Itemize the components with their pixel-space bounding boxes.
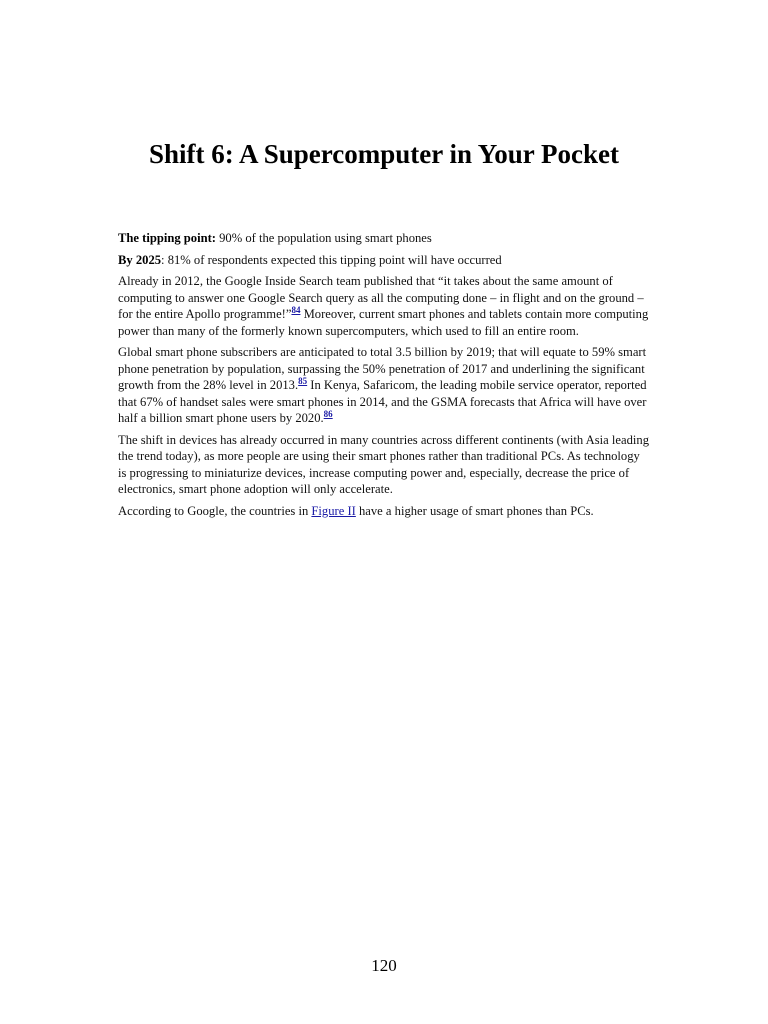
- paragraph-subscribers-text-a: Global smart phone subscribers are anticipated to total 3.5 billion by 2019; that will equate to 59% smart phone penetration by population, surpassing the 50% penetration of 2017 and underlining the significant growth from the 28% level in 2013.: [118, 345, 647, 392]
- body-text: [118, 230, 650, 524]
- by-2025-line: [118, 252, 650, 269]
- tipping-point-text: 90% of the population using smart phones: [215, 231, 432, 245]
- by-2025-text: : 81% of respondents expected this tipping point will have occurred: [161, 252, 502, 267]
- paragraph-shift-devices: The shift in devices has already occurred in many countries across different continents (with Asia leading the trend today), as more people are using their smart phones rather than traditional PCs. As technology is progressing to miniaturize devices, increase computing power and, especially, decrease the price of electronics, smart phone adoption will only accelerate.: [118, 432, 649, 496]
- by-2025-label: By 2025: [118, 252, 162, 267]
- paragraph-apollo: [118, 273, 650, 339]
- page-title: Shift 6: A Supercomputer in Your Pocket: [148, 139, 620, 169]
- footnote-link-85[interactable]: 85: [298, 376, 308, 386]
- paragraph-apollo-text-a: Already in 2012, the Google Inside Search team published that “it takes about the same amount of computing to answer one Google Search query as all the computing done – in flight and on the ground – for the entire Apollo programme!”: [118, 274, 644, 321]
- figure-ii-link[interactable]: Figure II: [311, 503, 356, 518]
- footnote-link-84[interactable]: 84: [291, 305, 301, 315]
- paragraph-apollo-text-b: Moreover, current smart phones and tablets contain more computing power than many of the formerly known supercomputers, which used to fill an entire room.: [118, 307, 649, 338]
- tipping-point-label: The tipping point:: [118, 231, 216, 245]
- paragraph-subscribers-text-b: In Kenya, Safaricom, the leading mobile service operator, reported that 67% of handset sales were smart phones in 2014, and the GSMA forecasts that Africa will have over half a billion smart phone users by 2020.: [118, 378, 647, 425]
- paragraph-google-text-a: According to Google, the countries in: [118, 503, 312, 518]
- tipping-point-line: [118, 230, 650, 247]
- paragraph-google-countries: [118, 503, 650, 520]
- paragraph-subscribers: [118, 344, 650, 427]
- footnote-link-86[interactable]: 86: [323, 409, 333, 419]
- paragraph-google-text-b: have a higher usage of smart phones than PCs.: [355, 503, 594, 518]
- page-number: 120: [371, 956, 397, 975]
